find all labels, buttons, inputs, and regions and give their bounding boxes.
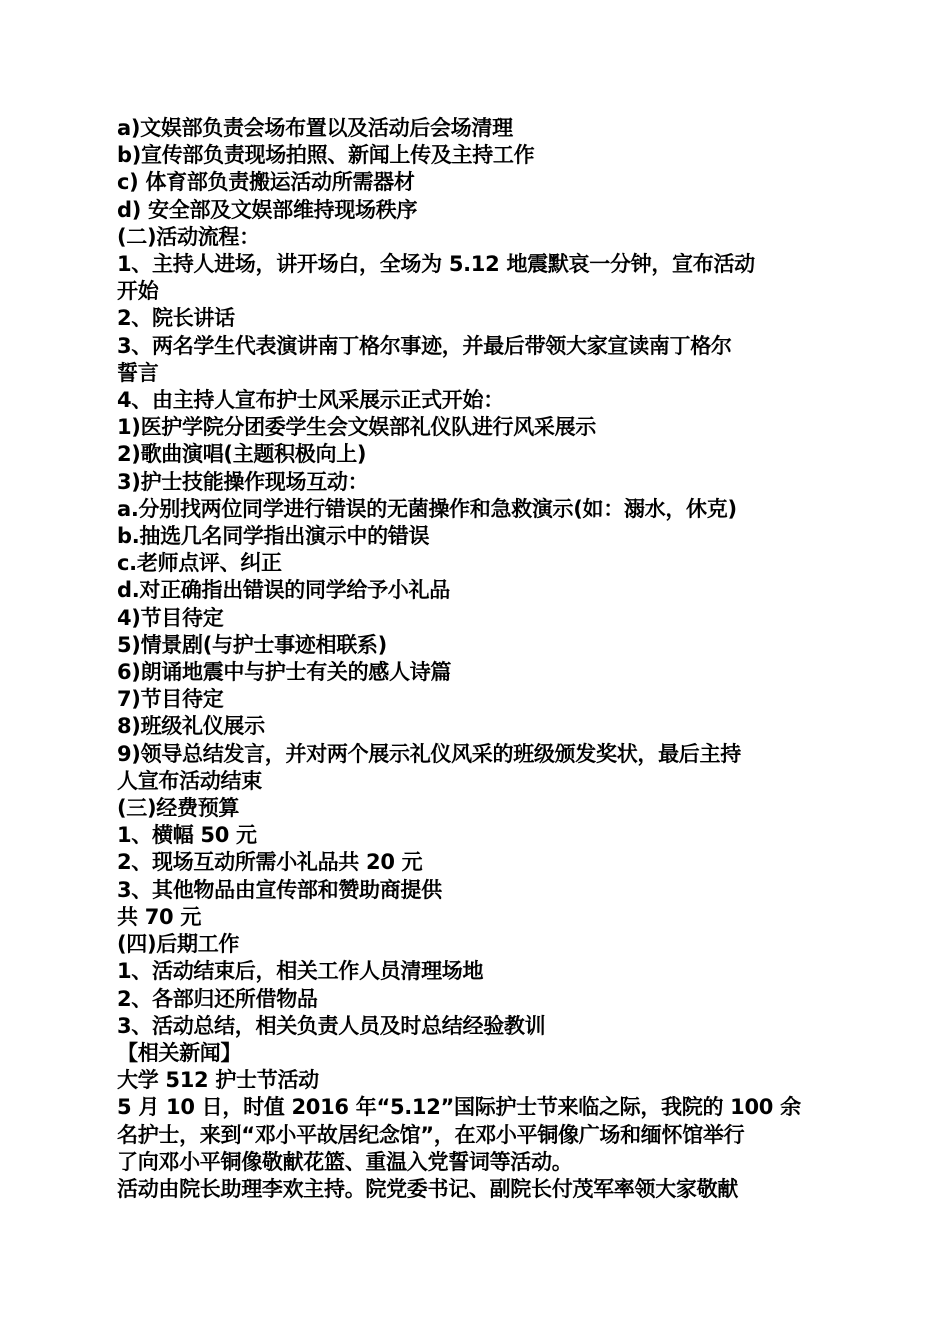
- text-line: 了向邓小平铜像敬献花篮、重温入党誓词等活动。: [117, 1149, 573, 1174]
- text-line: 活动由院长助理李欢主持。院党委书记、副院长付茂军率领大家敬献: [117, 1176, 738, 1201]
- text-line: 1、横幅 50 元: [117, 823, 257, 848]
- text-line: 3、两名学生代表演讲南丁格尔事迹，并最后带领大家宣读南丁格尔: [117, 333, 732, 358]
- text-line: 6)朗诵地震中与护士有关的感人诗篇: [117, 660, 452, 685]
- text-line: 4)节目待定: [117, 605, 224, 630]
- text-line: 开始: [117, 279, 159, 304]
- text-line: a.分别找两位同学进行错误的无菌操作和急救演示(如：溺水，休克): [117, 496, 737, 521]
- text-line: 8)班级礼仪展示: [117, 714, 265, 739]
- text-line: 9)领导总结发言，并对两个展示礼仪风采的班级颁发奖状，最后主持: [117, 741, 741, 766]
- text-line: 4、由主持人宣布护士风采展示正式开始：: [117, 388, 504, 413]
- text-line: 1)医护学院分团委学生会文娱部礼仪队进行风采展示: [117, 415, 597, 440]
- text-line: d.对正确指出错误的同学给予小礼品: [117, 578, 450, 603]
- text-line: 名护士，来到“邓小平故居纪念馆”，在邓小平铜像广场和缅怀馆举行: [117, 1122, 745, 1147]
- section-heading: (三)经费预算: [117, 796, 240, 821]
- section-heading: (四)后期工作: [117, 932, 240, 957]
- section-heading: (二)活动流程：: [117, 224, 260, 249]
- text-line: 3、其他物品由宣传部和赞助商提供: [117, 877, 442, 902]
- document-page: [117, 115, 837, 1203]
- text-line: 2)歌曲演唱(主题积极向上): [117, 442, 367, 467]
- text-line: 1、活动结束后，相关工作人员清理场地: [117, 959, 484, 984]
- text-line: 誓言: [117, 360, 159, 385]
- text-line: c) 体育部负责搬运活动所需器材: [117, 170, 415, 195]
- text-line: 3、活动总结，相关负责人员及时总结经验教训: [117, 1013, 546, 1038]
- text-line: 1、主持人进场，讲开场白，全场为 5.12 地震默哀一分钟，宣布活动: [117, 252, 755, 277]
- text-line: b)宣传部负责现场拍照、新闻上传及主持工作: [117, 143, 535, 168]
- text-line: 5)情景剧(与护士事迹相联系): [117, 632, 387, 657]
- text-line: d) 安全部及文娱部维持现场秩序: [117, 197, 418, 222]
- text-line: 2、现场互动所需小礼品共 20 元: [117, 850, 423, 875]
- text-line: 5 月 10 日，时值 2016 年“5.12”国际护士节来临之际，我院的 100 余: [117, 1095, 801, 1120]
- text-line: 共 70 元: [117, 904, 202, 929]
- text-line: 2、院长讲话: [117, 306, 235, 331]
- text-line: 2、各部归还所借物品: [117, 986, 318, 1011]
- news-title: 大学 512 护士节活动: [117, 1068, 319, 1093]
- news-heading: 【相关新闻】: [117, 1040, 242, 1065]
- text-line: a)文娱部负责会场布置以及活动后会场清理: [117, 116, 513, 140]
- text-line: 3)护士技能操作现场互动：: [117, 469, 369, 494]
- text-line: 7)节目待定: [117, 687, 224, 712]
- text-line: c.老师点评、纠正: [117, 551, 282, 576]
- text-line: 人宣布活动结束: [117, 768, 262, 793]
- text-line: b.抽选几名同学指出演示中的错误: [117, 524, 430, 549]
